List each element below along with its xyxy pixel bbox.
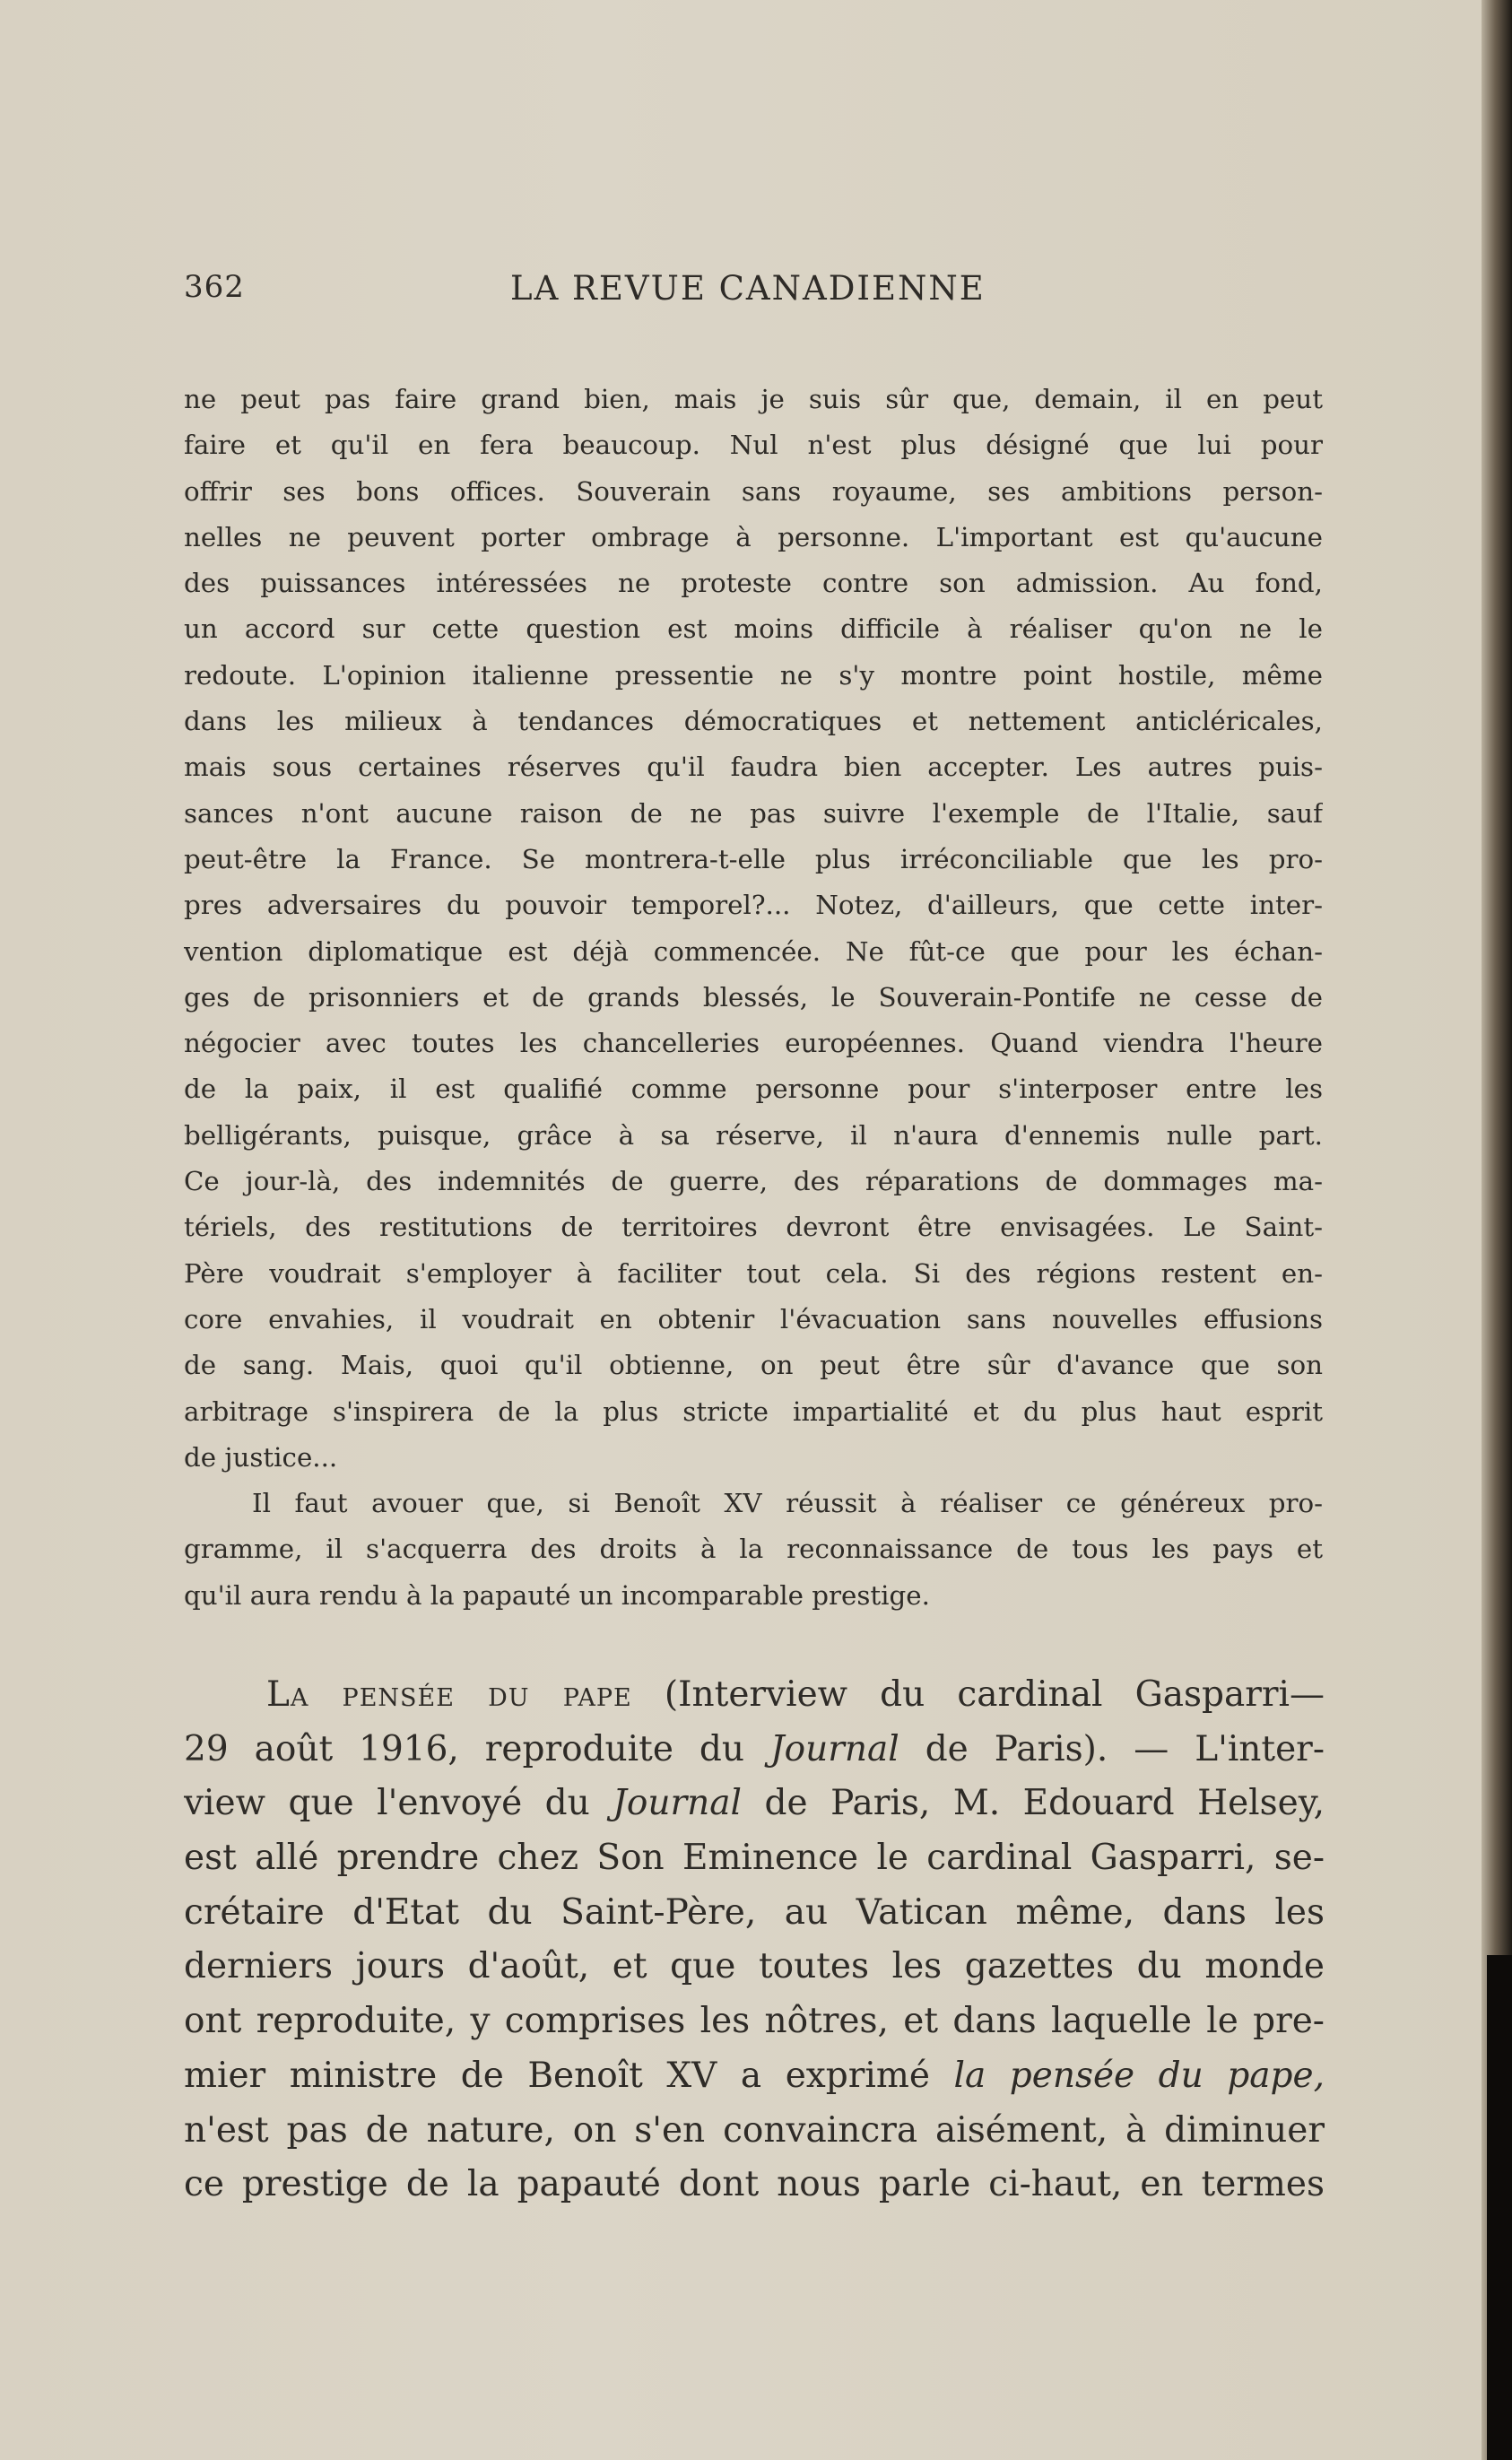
text-line: arbitrage s'inspirera de la plus stricte impartialité et du plus haut esprit: [184, 1395, 1323, 1427]
text-line: sances n'ont aucune raison de ne pas suivre l'exemple de l'Italie, sauf: [184, 797, 1323, 829]
journal-title: Journal: [769, 1728, 899, 1769]
text-line: offrir ses bons offices. Souverain sans royaume, ses ambitions person-: [184, 475, 1323, 507]
text-line: ges de prisonniers et de grands blessés, le Souverain-Pontife ne cesse de: [184, 981, 1323, 1013]
text-line: négocier avec toutes les chancelleries européennes. Quand viendra l'heure: [184, 1028, 1323, 1059]
section-line: view que l'envoyé du Journal de Paris, M. Edouard Helsey,: [184, 1783, 1325, 1824]
text-line: de justice...: [184, 1441, 338, 1473]
section-pensee-du-pape: [184, 1668, 1325, 2212]
section-heading: La pensée du pape: [266, 1674, 632, 1715]
text-line: de la paix, il est qualifié comme personne pour s'interposer entre les: [184, 1074, 1323, 1105]
journal-title: Journal: [613, 1783, 742, 1824]
section-line: crétaire d'Etat du Saint-Père, au Vatican même, dans les: [184, 1891, 1325, 1933]
page-header: [184, 269, 1332, 314]
section-line: n'est pas de nature, on s'en convaincra aisément, à diminuer: [184, 2109, 1325, 2151]
text-line: core envahies, il voudrait en obtenir l'évacuation sans nouvelles effusions: [184, 1303, 1323, 1334]
italic-phrase: la pensée du pape,: [953, 2055, 1325, 2096]
text-line: ne peut pas faire grand bien, mais je suis sûr que, demain, il en peut: [184, 384, 1323, 414]
section-line: 29 août 1916, reproduite du Journal de Paris). — L'inter-: [184, 1728, 1325, 1769]
text-line: gramme, il s'acquerra des droits à la reconnaissance de tous les pays et: [184, 1534, 1323, 1565]
book-spine-binding: [1487, 1955, 1512, 2460]
section-line: mier ministre de Benoît XV a exprimé la pensée du pape,: [184, 2055, 1325, 2096]
text-line: Il faut avouer que, si Benoît XV réussit à réaliser ce généreux pro-: [252, 1488, 1323, 1519]
text-line: qu'il aura rendu à la papauté un incomparable prestige.: [184, 1579, 930, 1611]
text-line: un accord sur cette question est moins difficile à réaliser qu'on ne le: [184, 613, 1323, 645]
text-line: belligérants, puisque, grâce à sa réserve, il n'aura d'ennemis nulle part.: [184, 1119, 1323, 1151]
article-body: [184, 377, 1323, 1619]
text-line: des puissances intéressées ne proteste contre son admission. Au fond,: [184, 568, 1323, 599]
text-line: nelles ne peuvent porter ombrage à personne. L'important est qu'aucune: [184, 521, 1323, 552]
text-line: peut-être la France. Se montrera-t-elle plus irréconciliable que les pro-: [184, 843, 1323, 874]
section-line: La pensée du pape (Interview du cardinal Gasparri—: [266, 1674, 1325, 1715]
text-line: dans les milieux à tendances démocratiques et nettement anticléricales,: [184, 706, 1323, 737]
text-line: mais sous certaines réserves qu'il faudra bien accepter. Les autres puis-: [184, 752, 1323, 783]
text-line: redoute. L'opinion italienne pressentie ne s'y montre point hostile, même: [184, 659, 1323, 691]
text-line: tériels, des restitutions de territoires devront être envisagées. Le Saint-: [184, 1212, 1323, 1243]
running-title: LA REVUE CANADIENNE: [510, 269, 986, 308]
text-line: faire et qu'il en fera beaucoup. Nul n'est plus désigné que lui pour: [184, 430, 1323, 461]
section-line: est allé prendre chez Son Eminence le cardinal Gasparri, se-: [184, 1838, 1325, 1879]
text-line: pres adversaires du pouvoir temporel?... Notez, d'ailleurs, que cette inter-: [184, 890, 1323, 921]
text-line: vention diplomatique est déjà commencée. Ne fût-ce que pour les échan-: [184, 935, 1323, 967]
section-line: derniers jours d'août, et que toutes les gazettes du monde: [184, 1946, 1325, 1987]
page-number: 362: [184, 269, 245, 305]
section-line: ont reproduite, y comprises les nôtres, et dans laquelle le pre-: [184, 2001, 1325, 2042]
section-line: ce prestige de la papauté dont nous parle ci-haut, en termes: [184, 2164, 1325, 2205]
text-line: de sang. Mais, quoi qu'il obtienne, on peut être sûr d'avance que son: [184, 1350, 1323, 1381]
text-line: Père voudrait s'employer à faciliter tout cela. Si des régions restent en-: [184, 1257, 1323, 1289]
text-line: Ce jour-là, des indemnités de guerre, des réparations de dommages ma-: [184, 1166, 1323, 1197]
